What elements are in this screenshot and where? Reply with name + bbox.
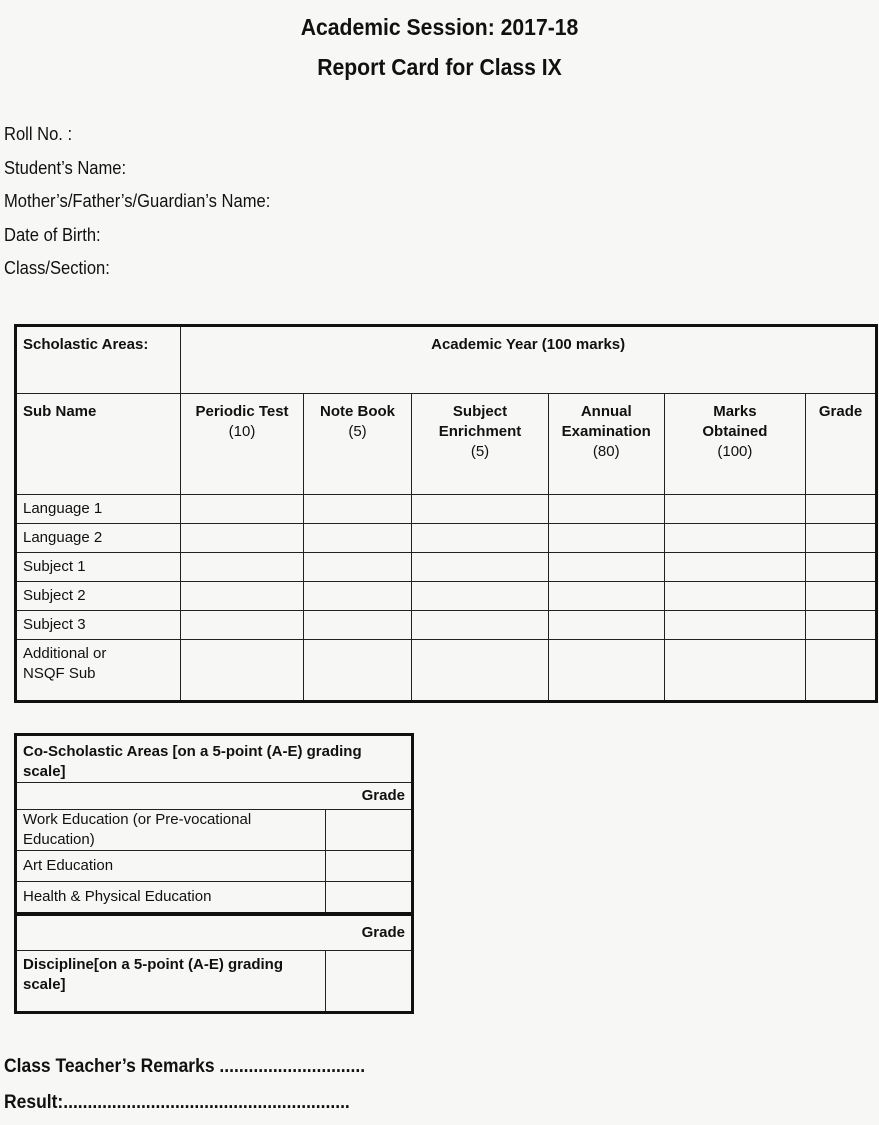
report-title: Report Card for Class IX xyxy=(317,54,562,80)
col-marks-obtained: Marks Obtained (100) xyxy=(664,394,805,495)
student-name-label: Student’s Name: xyxy=(4,157,127,178)
scholastic-areas-header: Scholastic Areas: xyxy=(16,326,181,394)
table-row xyxy=(16,495,877,524)
roll-no-label: Roll No. : xyxy=(4,124,73,144)
col-annual-exam: Annual Examination (80) xyxy=(548,394,664,495)
guardian-name-label: Mother’s/Father’s/Guardian’s Name: xyxy=(4,191,271,211)
student-info xyxy=(4,118,270,286)
co-scholastic-title: Co-Scholastic Areas [on a 5-point (A-E) grading scale] xyxy=(16,735,413,783)
table-row xyxy=(16,640,877,702)
sub-name-header: Sub Name xyxy=(16,394,181,495)
col-subject-enrichment: Subject Enrichment (5) xyxy=(412,394,549,495)
col-periodic-test: Periodic Test (10) xyxy=(181,394,304,495)
co-scholastic-label: Health & Physical Education xyxy=(16,882,326,914)
subject-label: Subject 2 xyxy=(16,582,181,611)
subject-label-additional: Additional or NSQF Sub xyxy=(16,640,181,702)
table-row xyxy=(16,524,877,553)
co-scholastic-label: Work Education (or Pre-vocational Education) xyxy=(16,810,326,851)
discipline-grade-header: Grade xyxy=(326,915,413,951)
col-note-book: Note Book (5) xyxy=(303,394,411,495)
table-row xyxy=(16,882,413,914)
discipline-table xyxy=(14,913,414,1014)
result-line: Result:........................................................... xyxy=(4,1092,350,1113)
table-row xyxy=(16,582,877,611)
table-row xyxy=(16,553,877,582)
subject-label: Language 2 xyxy=(16,524,181,553)
co-scholastic-table xyxy=(14,733,414,915)
subject-label: Subject 3 xyxy=(16,611,181,640)
academic-year-header: Academic Year (100 marks) xyxy=(181,326,877,394)
table-row xyxy=(16,810,413,851)
co-scholastic-label: Art Education xyxy=(16,851,326,882)
scholastic-table xyxy=(14,324,878,703)
session-title: Academic Session: 2017-18 xyxy=(300,14,579,40)
table-row xyxy=(16,611,877,640)
co-scholastic-grade-header: Grade xyxy=(326,783,413,810)
discipline-label: Discipline[on a 5-point (A-E) grading scale] xyxy=(16,951,326,1013)
subject-label: Language 1 xyxy=(16,495,181,524)
dob-label: Date of Birth: xyxy=(4,224,101,245)
subject-label: Subject 1 xyxy=(16,553,181,582)
table-row xyxy=(16,851,413,882)
table-row xyxy=(16,951,413,1013)
teacher-remarks: Class Teacher’s Remarks .............................. xyxy=(4,1056,366,1077)
col-grade: Grade xyxy=(806,394,877,495)
class-section-label: Class/Section: xyxy=(4,258,110,278)
